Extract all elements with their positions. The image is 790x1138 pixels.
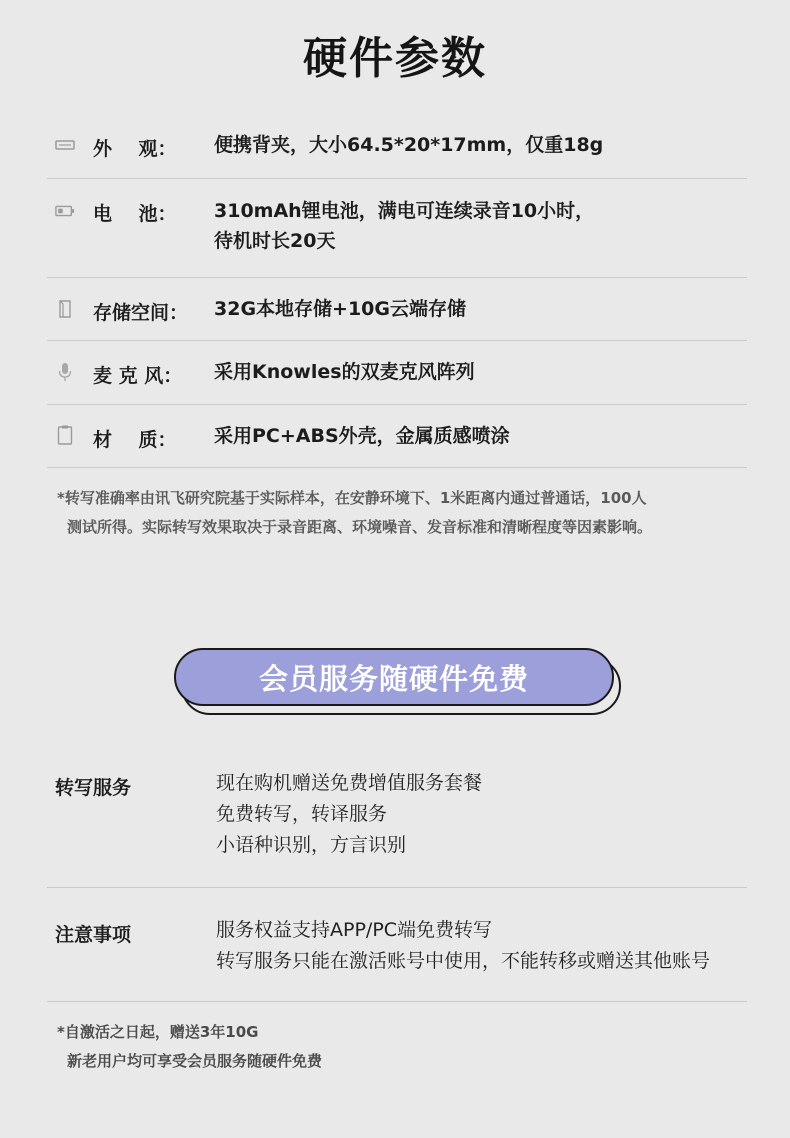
service-details: 现在购机赠送免费增值服务套餐 免费转写，转译服务 小语种识别，方言识别 bbox=[216, 772, 483, 856]
spec-label: 存储空间： bbox=[93, 302, 189, 324]
spec-label: 外 观： bbox=[93, 138, 177, 160]
accuracy-footnote: *转写准确率由讯飞研究院基于实际样本，在安静环境下、1米距离内通过普通话，100人 测试所得。实际转写效果取决于录音距离、环境噪音、发音标准和清晰程度等因素影响。 bbox=[57, 489, 653, 536]
service-label: 转写服务 bbox=[55, 777, 132, 799]
storage-icon bbox=[55, 299, 75, 319]
spec-value: 采用Knowles的双麦克风阵列 bbox=[214, 361, 475, 383]
spec-label: 电 池： bbox=[93, 203, 177, 225]
spec-value: 310mAh锂电池，满电可连续录音10小时， 待机时长20天 bbox=[214, 200, 595, 252]
battery-icon bbox=[55, 201, 75, 221]
spec-value: 采用PC+ABS外壳，金属质感喷涂 bbox=[214, 425, 510, 447]
service-details: 服务权益支持APP/PC端免费转写 转写服务只能在激活账号中使用，不能转移或赠送其他账号 bbox=[216, 919, 711, 972]
spec-row-appearance bbox=[47, 120, 747, 179]
spec-row-storage bbox=[47, 278, 747, 341]
service-row-notes bbox=[47, 888, 747, 1002]
page-title: 硬件参数 bbox=[303, 33, 487, 84]
microphone-icon bbox=[55, 362, 75, 382]
spec-row-battery bbox=[47, 179, 747, 278]
spec-label: 材 质： bbox=[93, 429, 177, 451]
spec-value: 便携背夹，大小64.5*20*17mm，仅重18g bbox=[214, 134, 604, 156]
appearance-icon bbox=[55, 135, 75, 155]
membership-banner bbox=[174, 648, 614, 706]
spec-label: 麦 克 风： bbox=[93, 365, 183, 387]
banner-text: 会员服务随硬件免费 bbox=[258, 661, 529, 696]
material-icon bbox=[55, 425, 75, 445]
spec-value: 32G本地存储+10G云端存储 bbox=[214, 298, 466, 320]
spec-row-microphone bbox=[47, 341, 747, 405]
service-label: 注意事项 bbox=[55, 924, 132, 946]
gift-footnote: *自激活之日起，赠送3年10G 新老用户均可享受会员服务随硬件免费 bbox=[57, 1023, 323, 1070]
spec-row-material bbox=[47, 405, 747, 468]
service-row-transcription bbox=[47, 755, 747, 888]
